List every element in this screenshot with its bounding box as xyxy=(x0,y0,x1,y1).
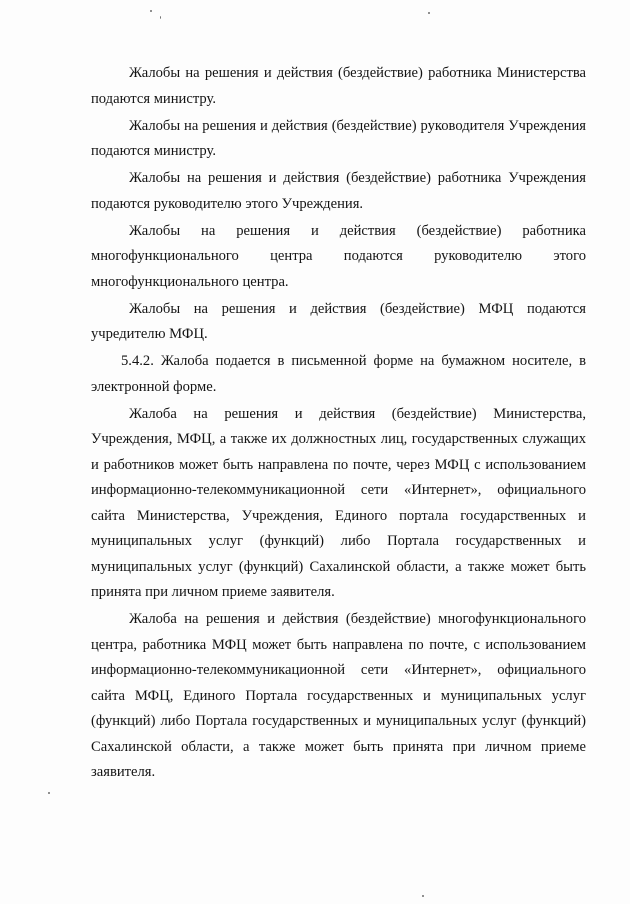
scan-speck xyxy=(48,792,50,794)
paragraph-complaint-mfc: Жалобы на решения и действия (бездействие) МФЦ подаются учредителю МФЦ. xyxy=(91,300,586,342)
paragraph-complaint-institution-head: Жалобы на решения и действия (бездействие) руководителя Учреждения подаются министру. xyxy=(91,117,586,159)
paragraph-complaint-submission-channels: Жалоба на решения и действия (бездействие) Министерства, Учреждения, МФЦ, а также их должностных лиц, государственных служащих и работников может быть направлена по почте, через МФЦ с использованием информационно-телекоммуникационной сети «Интернет», официального сайта Министерства, Учреждения, Единого портала государственных и муниципальных услуг (функций) либо Портала государственных и муниципальных услуг (функций) Сахалинской области, а также может быть принята при личном приеме заявителя. xyxy=(91,405,586,600)
document-body xyxy=(91,61,586,787)
scan-speck xyxy=(428,12,430,14)
paragraph-complaint-ministry-employee: Жалобы на решения и действия (бездействие) работника Министерства подаются министру. xyxy=(91,65,586,107)
scan-speck xyxy=(160,16,161,19)
paragraph-complaint-mfc-employee: Жалобы на решения и действия (бездействие) работника многофункционального центра подаются руководителю этого многофункционального центра. xyxy=(91,222,586,290)
paragraph-mfc-complaint-submission-channels: Жалоба на решения и действия (бездействие) многофункционального центра, работника МФЦ может быть направлена по почте, с использованием информационно-телекоммуникационной сети «Интернет», официального сайта МФЦ, Единого Портала государственных и муниципальных услуг (функций) либо Портала государственных и муниципальных услуг (функций) Сахалинской области, а также может быть принята при личном приеме заявителя. xyxy=(91,611,586,780)
paragraph-complaint-institution-employee: Жалобы на решения и действия (бездействие) работника Учреждения подаются руководителю этого Учреждения. xyxy=(91,170,586,212)
scan-speck xyxy=(150,10,152,12)
paragraph-section-5-4-2: 5.4.2. Жалоба подается в письменной форме на бумажном носителе, в электронной форме. xyxy=(91,353,586,395)
scan-speck xyxy=(422,895,424,897)
